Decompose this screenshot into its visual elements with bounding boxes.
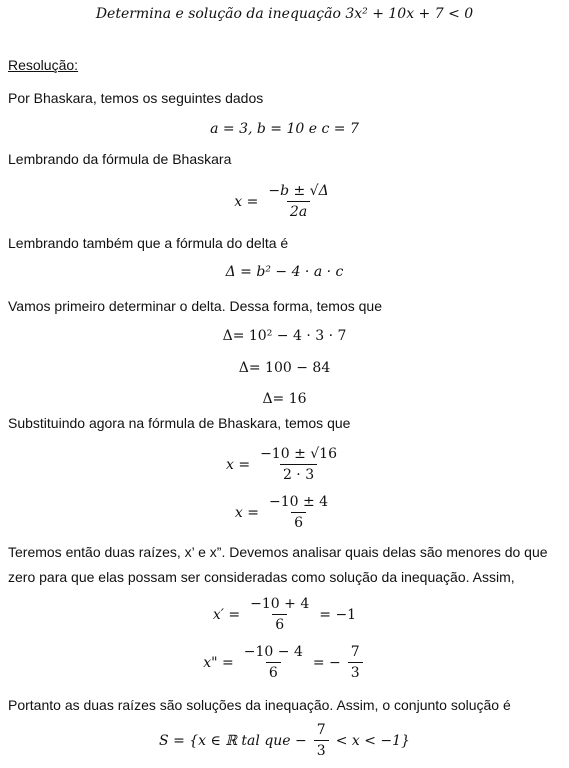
root2-numerator: −10 − 4 bbox=[243, 644, 303, 660]
sub2-fraction bbox=[266, 494, 331, 531]
sub1-fraction bbox=[257, 446, 340, 483]
delta-result: Δ= 16 bbox=[262, 391, 307, 407]
root2-result-numerator: 7 bbox=[350, 644, 360, 660]
sub2-lhs: x = bbox=[234, 504, 259, 521]
bhaskara-numerator: −b ± √Δ bbox=[268, 183, 329, 199]
root2-lhs: x" = bbox=[203, 654, 234, 671]
coefficients-equation: a = 3, b = 10 e c = 7 bbox=[210, 121, 359, 137]
root1-rhs: = −1 bbox=[319, 606, 357, 623]
text-line-5: Substituindo agora na fórmula de Bhaskara, temos que bbox=[8, 415, 351, 431]
sub1-lhs: x = bbox=[226, 456, 251, 473]
root2-fraction bbox=[241, 644, 306, 681]
sub2-numerator: −10 ± 4 bbox=[268, 494, 329, 510]
root2-result-denominator: 3 bbox=[348, 662, 363, 681]
delta-substitution: Δ= 10² − 4 · 3 · 7 bbox=[222, 328, 347, 344]
sub1-denominator: 2 · 3 bbox=[280, 464, 317, 483]
sub1-numerator: −10 ± √16 bbox=[260, 446, 337, 462]
text-line-7: zero para que elas possam ser consideradas como solução da inequação. Assim, bbox=[8, 569, 515, 585]
substitution-2 bbox=[0, 494, 569, 531]
root1-fraction bbox=[247, 596, 312, 633]
text-line-4: Vamos primeiro determinar o delta. Dessa forma, temos que bbox=[8, 298, 383, 314]
problem-title bbox=[0, 6, 569, 22]
solution-denominator: 3 bbox=[314, 740, 329, 759]
title-text: Determina e solução da inequação 3x² + 10x + 7 < 0 bbox=[95, 6, 474, 22]
text-line-1: Por Bhaskara, temos os seguintes dados bbox=[8, 90, 264, 106]
solution-lhs: S = {x ∈ ℝ tal que − bbox=[159, 732, 307, 749]
solution-set bbox=[0, 722, 569, 759]
text-line-2: Lembrando da fórmula de Bhaskara bbox=[8, 151, 232, 167]
root2-denominator: 6 bbox=[266, 662, 281, 681]
solution-numerator: 7 bbox=[316, 722, 326, 738]
delta-calculation: Δ= 100 − 84 bbox=[238, 360, 331, 376]
text-line-6: Teremos então duas raízes, x’ e x”. Devemos analisar quais delas são menores do que bbox=[8, 544, 548, 560]
bhaskara-lhs: x = bbox=[234, 193, 259, 210]
root2-result-fraction bbox=[348, 644, 363, 681]
root1-lhs: x′ = bbox=[212, 606, 241, 623]
solution-rhs: < x < −1} bbox=[335, 732, 410, 749]
bhaskara-fraction bbox=[265, 183, 331, 220]
substitution-1 bbox=[0, 446, 569, 483]
root2-rhs: = − bbox=[312, 654, 341, 671]
sub2-denominator: 6 bbox=[291, 512, 306, 531]
bhaskara-denominator: 2a bbox=[287, 201, 310, 220]
text-line-8: Portanto as duas raízes são soluções da inequação. Assim, o conjunto solução é bbox=[8, 697, 511, 713]
delta-formula: Δ = b² − 4 · a · c bbox=[225, 264, 344, 280]
text-line-3: Lembrando também que a fórmula do delta é bbox=[8, 235, 289, 251]
solution-fraction bbox=[314, 722, 329, 759]
resolucao-heading: Resolução: bbox=[8, 57, 79, 73]
root-2 bbox=[0, 644, 569, 681]
bhaskara-formula bbox=[0, 183, 569, 220]
root1-numerator: −10 + 4 bbox=[250, 596, 310, 612]
root1-denominator: 6 bbox=[272, 614, 287, 633]
root-1 bbox=[0, 596, 569, 633]
